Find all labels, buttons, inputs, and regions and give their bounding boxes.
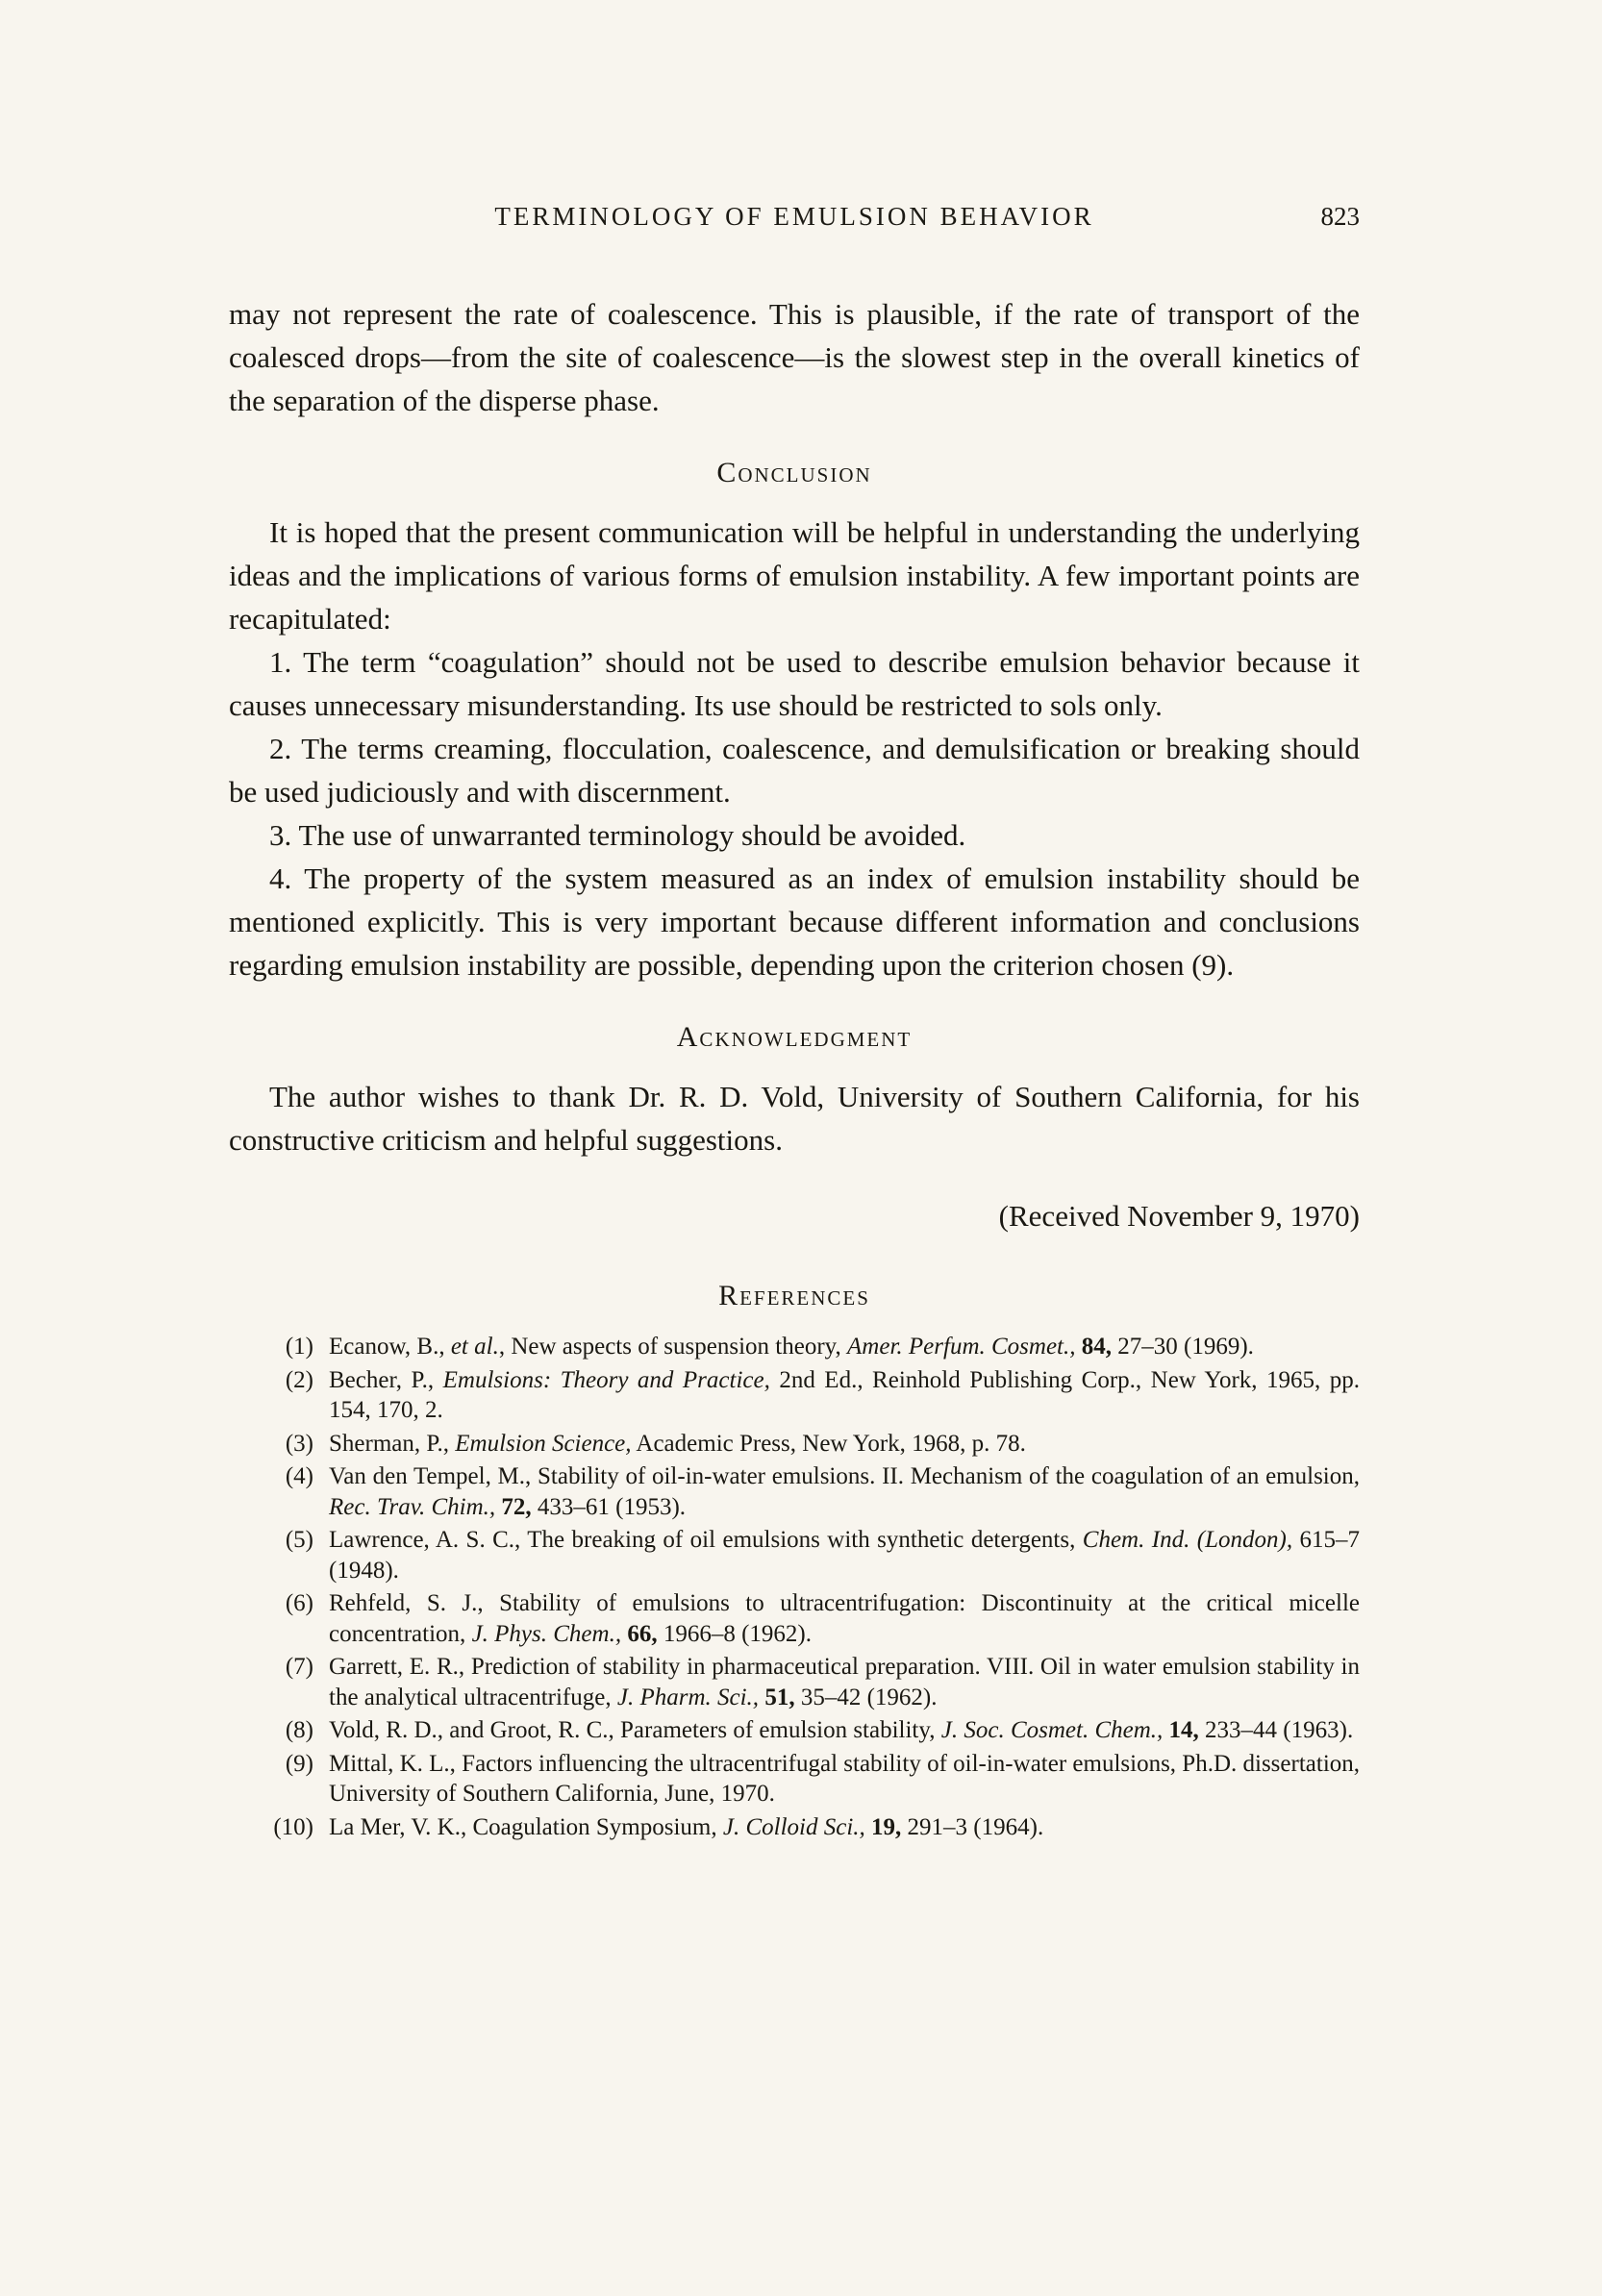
reference-text: Mittal, K. L., Factors influencing the ultracentrifugal stability of oil-in-water emulsions, Ph.D. dissertation, University of Southern California, June, 1970. xyxy=(329,1750,1361,1807)
reference-text: Ecanow, B., et al., New aspects of suspension theory, Amer. Perfum. Cosmet., 84, 27–30 (1969). xyxy=(329,1334,1254,1360)
reference-item xyxy=(229,1461,1360,1522)
reference-item xyxy=(229,1332,1360,1362)
conclusion-point-3: 3. The use of unwarranted terminology should be avoided. xyxy=(269,818,966,852)
reference-number: (5) xyxy=(285,1527,313,1553)
reference-item xyxy=(229,1525,1360,1585)
reference-number: (2) xyxy=(285,1366,313,1393)
page-body xyxy=(229,292,1360,1842)
reference-item xyxy=(229,1652,1360,1712)
reference-text: Rehfeld, S. J., Stability of emulsions to ultracentrifugation: Discontinuity at the critical micelle concentration, J. Phys. Chem., 66, 1966–8 (1962). xyxy=(329,1590,1360,1647)
acknowledgment-paragraph: The author wishes to thank Dr. R. D. Vold, University of Southern California, for his constructive criticism and helpful suggestions. xyxy=(229,1080,1360,1157)
running-title: TERMINOLOGY OF EMULSION BEHAVIOR xyxy=(494,202,1094,231)
reference-item xyxy=(229,1588,1360,1649)
conclusion-point-4: 4. The property of the system measured as an index of emulsion instability should be mentioned explicitly. This is very important because different information and conclusions regarding emulsion instability are possible, depending upon the criterion chosen (9). xyxy=(229,861,1360,982)
reference-number: (8) xyxy=(285,1717,313,1743)
reference-number: (1) xyxy=(285,1334,313,1360)
reference-item xyxy=(229,1812,1360,1843)
reference-item xyxy=(229,1365,1360,1426)
reference-text: Garrett, E. R., Prediction of stability in pharmaceutical preparation. VIII. Oil in water emulsion stability in the analytical ultracentrifuge, J. Pharm. Sci., 51, 35–42 (1962). xyxy=(329,1654,1360,1710)
reference-number: (10) xyxy=(273,1813,313,1840)
reference-number: (7) xyxy=(285,1654,313,1680)
conclusion-heading: Conclusion xyxy=(716,457,872,488)
reference-item xyxy=(229,1429,1360,1460)
acknowledgment-heading: Acknowledgment xyxy=(676,1021,913,1053)
reference-text: Van den Tempel, M., Stability of oil-in-water emulsions. II. Mechanism of the coagulation of an emulsion, Rec. Trav. Chim., 72, 433–61 (1953). xyxy=(329,1463,1360,1520)
reference-text: Lawrence, A. S. C., The breaking of oil emulsions with synthetic detergents, Chem. Ind. (London), 615–7 (1948). xyxy=(329,1527,1360,1584)
reference-text: La Mer, V. K., Coagulation Symposium, J. Colloid Sci., 19, 291–3 (1964). xyxy=(329,1813,1044,1840)
reference-number: (9) xyxy=(285,1750,313,1777)
page-header xyxy=(229,202,1360,242)
reference-item xyxy=(229,1715,1360,1746)
page-number: 823 xyxy=(1320,202,1360,231)
reference-number: (3) xyxy=(285,1430,313,1457)
references-list xyxy=(229,1332,1360,1842)
intro-paragraph: may not represent the rate of coalescence. This is plausible, if the rate of transport of the coalesced drops—from the site of coalescence—is the slowest step in the overall kinetics of the separation of the disperse phase. xyxy=(229,297,1360,417)
conclusion-point-2: 2. The terms creaming, flocculation, coalescence, and demulsification or breaking should be used judiciously and with discernment. xyxy=(229,732,1360,809)
reference-item xyxy=(229,1749,1360,1809)
reference-number: (4) xyxy=(285,1463,313,1489)
reference-number: (6) xyxy=(285,1590,313,1616)
references-heading: References xyxy=(718,1280,870,1311)
conclusion-paragraph: It is hoped that the present communication will be helpful in understanding the underlying ideas and the implications of various forms of emulsion instability. A few important points are recapitulated: xyxy=(229,515,1360,636)
received-line: (Received November 9, 1970) xyxy=(998,1199,1360,1233)
reference-text: Sherman, P., Emulsion Science, Academic Press, New York, 1968, p. 78. xyxy=(329,1430,1026,1457)
conclusion-point-1: 1. The term “coagulation” should not be used to describe emulsion behavior because it causes unnecessary misunderstanding. Its use should be restricted to sols only. xyxy=(229,645,1360,722)
reference-text: Becher, P., Emulsions: Theory and Practice, 2nd Ed., Reinhold Publishing Corp., New York, 1965, pp. 154, 170, 2. xyxy=(329,1366,1360,1423)
reference-text: Vold, R. D., and Groot, R. C., Parameters of emulsion stability, J. Soc. Cosmet. Chem., 14, 233–44 (1963). xyxy=(329,1717,1354,1743)
